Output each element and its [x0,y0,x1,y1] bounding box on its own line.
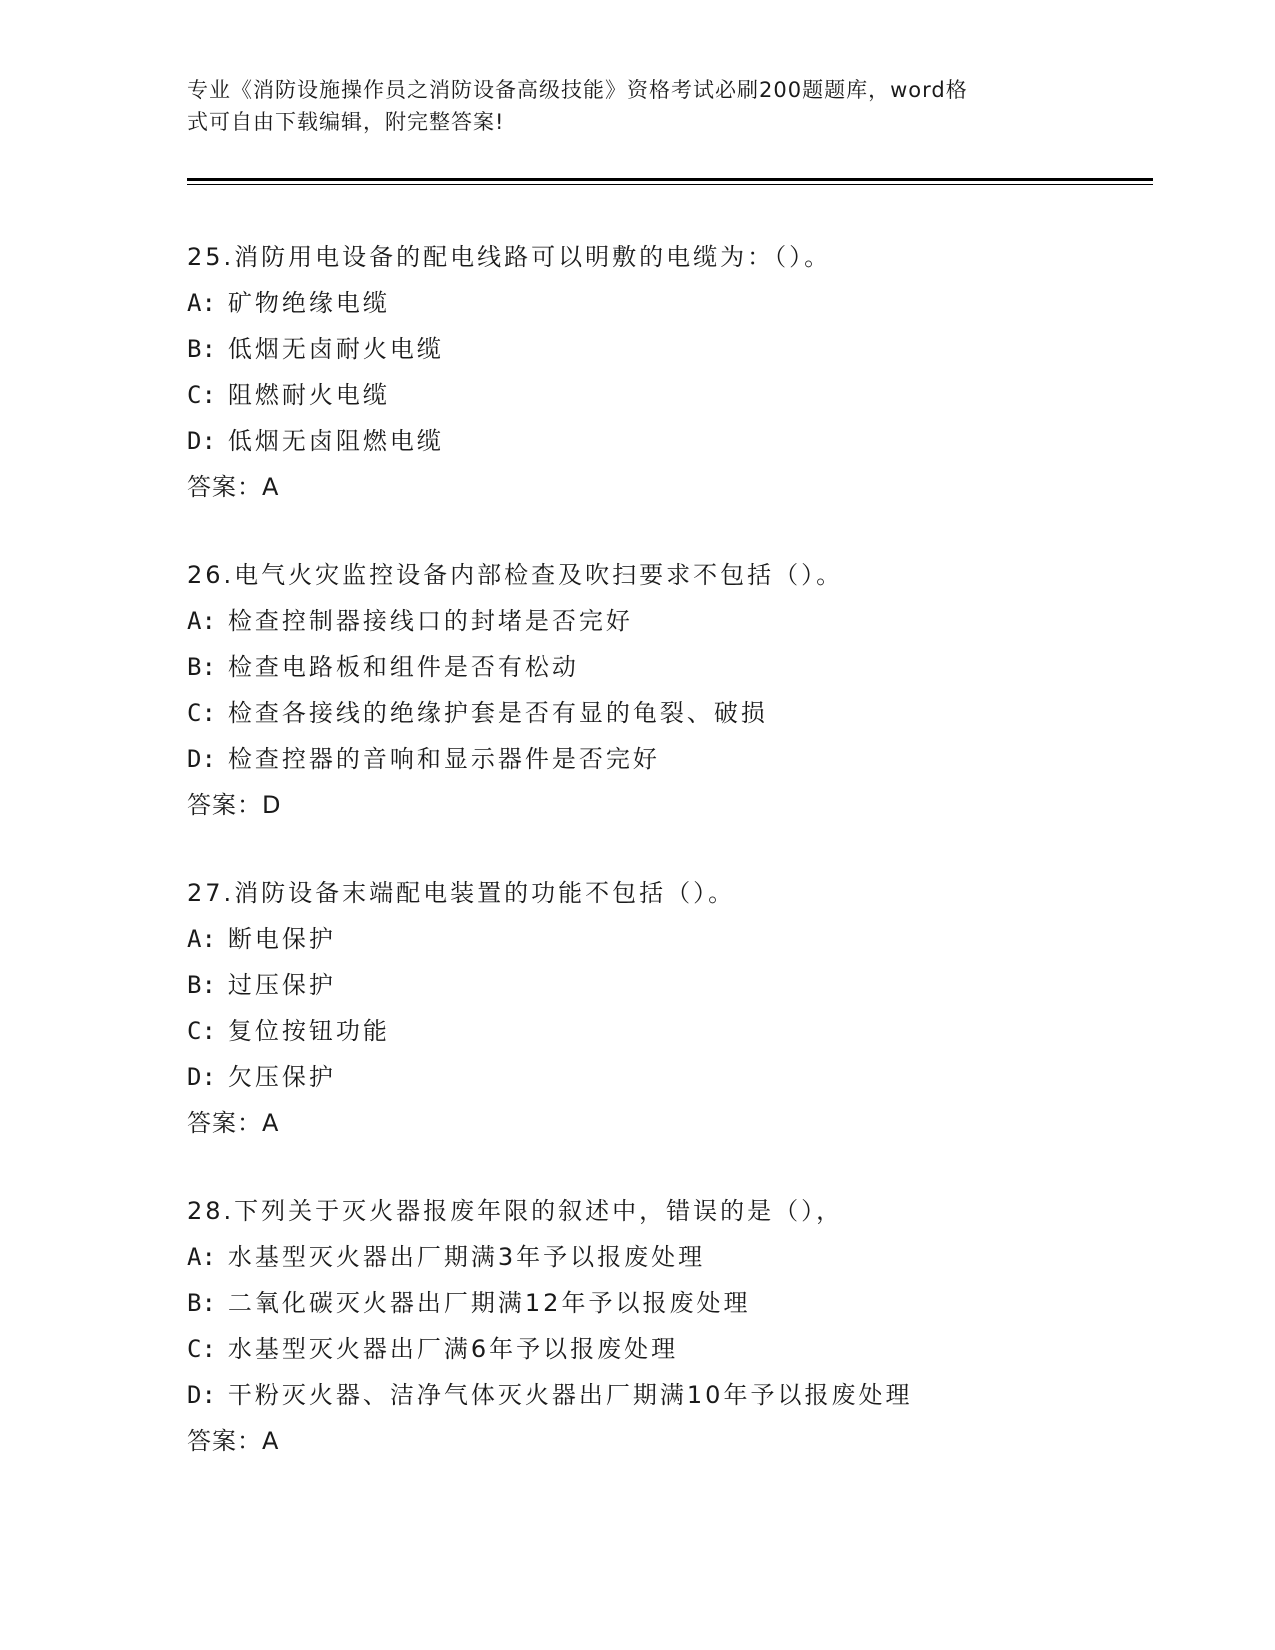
header-divider-thick [187,178,1153,181]
option-letter: A: [187,607,216,635]
option-text: 二氧化碳灭火器出厂期满12年予以报废处理 [227,1289,751,1317]
question-number: 26. [187,561,235,589]
option-letter: B: [187,971,216,999]
option-text: 干粉灭火器、洁净气体灭火器出厂期满10年予以报废处理 [227,1381,913,1409]
option-text: 检查控制器接线口的封堵是否完好 [227,607,633,635]
question-number: 28. [187,1197,235,1225]
option-a [187,1234,1187,1280]
answer-line: 答案：A [187,473,280,501]
option-d [187,418,1187,464]
option-c [187,372,1187,418]
option-text: 检查电路板和组件是否有松动 [227,653,579,681]
option-text: 阻燃耐火电缆 [227,381,390,409]
header-divider-thin [187,184,1153,185]
option-text: 检查控器的音响和显示器件是否完好 [227,745,660,773]
option-c [187,1008,1187,1054]
option-text: 水基型灭火器出厂满6年予以报废处理 [227,1335,679,1363]
option-c [187,1326,1187,1372]
option-letter: D: [187,1381,216,1409]
option-a [187,916,1187,962]
question-text: 消防设备末端配电装置的功能不包括（）。 [234,879,736,907]
option-text: 低烟无卤耐火电缆 [227,335,444,363]
option-b [187,962,1187,1008]
option-letter: C: [187,1017,216,1045]
option-a [187,598,1187,644]
option-d [187,1372,1187,1418]
question-text: 电气火灾监控设备内部检查及吹扫要求不包括（）。 [234,561,844,589]
question-number: 27. [187,879,235,907]
option-text: 水基型灭火器出厂期满3年予以报废处理 [227,1243,706,1271]
option-letter: C: [187,1335,216,1363]
question-stem [187,870,1187,916]
header-line-1: 专业《消防设施操作员之消防设备高级技能》资格考试必刷200题题库，word格 [187,78,968,102]
question-number: 25. [187,243,235,271]
option-letter: A: [187,925,216,953]
option-b [187,1280,1187,1326]
option-d [187,736,1187,782]
question-28 [187,1188,1187,1464]
answer-line: 答案：A [187,1427,280,1455]
question-25 [187,234,1187,510]
option-text: 欠压保护 [227,1063,336,1091]
option-letter: D: [187,745,216,773]
question-stem [187,1188,1187,1234]
document-header [187,74,1067,138]
option-letter: A: [187,1243,216,1271]
answer-line: 答案：A [187,1109,280,1137]
header-line-2: 式可自由下载编辑，附完整答案! [187,110,505,134]
option-text: 矿物绝缘电缆 [227,289,390,317]
option-letter: A: [187,289,216,317]
option-c [187,690,1187,736]
option-letter: C: [187,381,216,409]
option-a [187,280,1187,326]
option-text: 过压保护 [227,971,336,999]
question-text: 消防用电设备的配电线路可以明敷的电缆为：（）。 [234,243,832,271]
option-text: 断电保护 [227,925,336,953]
option-d [187,1054,1187,1100]
option-letter: B: [187,653,216,681]
question-26 [187,552,1187,828]
question-stem [187,234,1187,280]
question-text: 下列关于灭火器报废年限的叙述中，错误的是（）， [234,1197,844,1225]
option-letter: D: [187,1063,216,1091]
option-text: 复位按钮功能 [227,1017,390,1045]
option-letter: B: [187,1289,216,1317]
question-27 [187,870,1187,1146]
answer-line: 答案：D [187,791,282,819]
question-stem [187,552,1187,598]
option-text: 检查各接线的绝缘护套是否有显的龟裂、破损 [227,699,768,727]
option-letter: C: [187,699,216,727]
option-b [187,644,1187,690]
option-letter: B: [187,335,216,363]
option-b [187,326,1187,372]
option-text: 低烟无卤阻燃电缆 [227,427,444,455]
option-letter: D: [187,427,216,455]
